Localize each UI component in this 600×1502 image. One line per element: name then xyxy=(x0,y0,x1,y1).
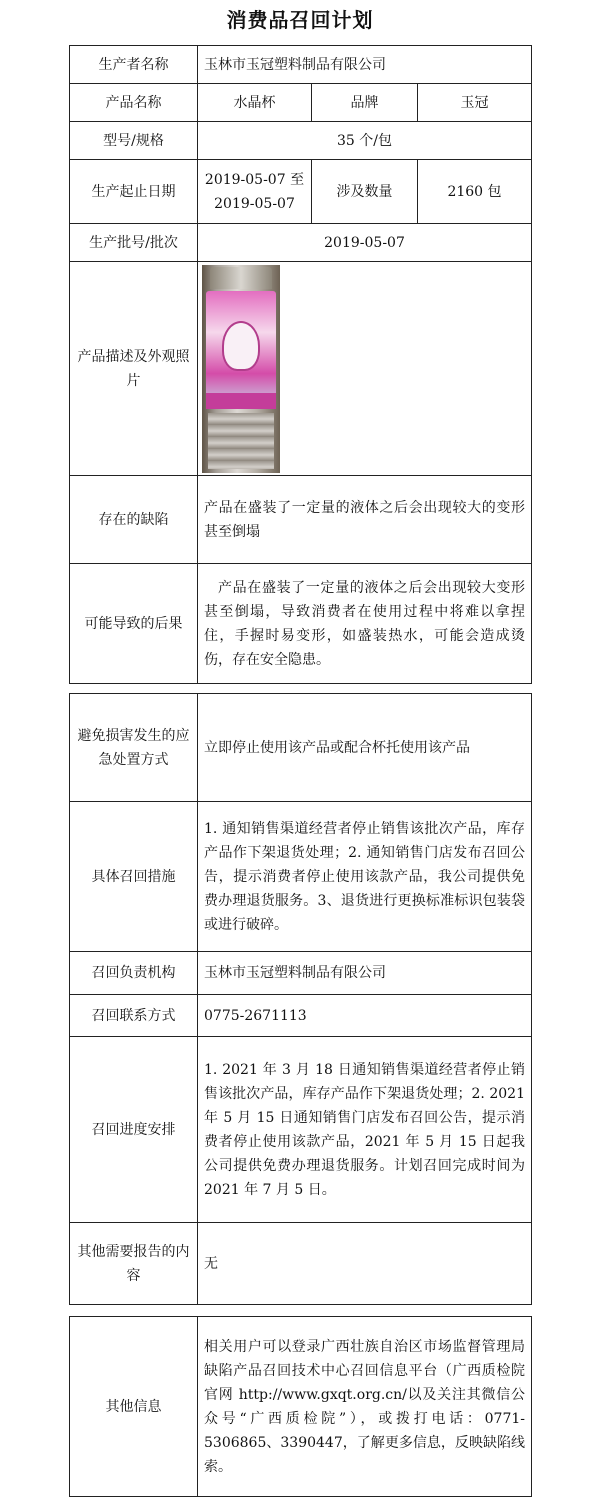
producer-label: 生产者名称 xyxy=(70,46,198,84)
schedule-label: 召回进度安排 xyxy=(70,1037,198,1223)
brand-label: 品牌 xyxy=(312,84,418,122)
schedule-value: 1. 2021 年 3 月 18 日通知销售渠道经营者停止销售该批次产品，库存产品作下架退货处理；2. 2021 年 5 月 15 日通知销售门店发布召回公告，提示消费者停止使用该款产品，2021 年 5 月 15 日起我公司提供免费办理退货服务。计划召回完成时间为 2021 年 7 月 5 日。 xyxy=(198,1037,532,1223)
producer-value: 玉林市玉冠塑料制品有限公司 xyxy=(198,46,532,84)
contact-label: 召回联系方式 xyxy=(70,995,198,1037)
measures-label: 具体召回措施 xyxy=(70,802,198,952)
org-value: 玉林市玉冠塑料制品有限公司 xyxy=(198,952,532,995)
batch-label: 生产批号/批次 xyxy=(70,224,198,262)
date-value: 2019-05-07 至 2019-05-07 xyxy=(198,160,312,224)
document-title: 消费品召回计划 xyxy=(226,8,374,32)
product-info-table xyxy=(69,45,532,684)
product-name-value: 水晶杯 xyxy=(198,84,312,122)
defect-label: 存在的缺陷 xyxy=(70,476,198,564)
emergency-value: 立即停止使用该产品或配合杯托使用该产品 xyxy=(198,694,532,802)
org-label: 召回负责机构 xyxy=(70,952,198,995)
quantity-value: 2160 包 xyxy=(418,160,532,224)
contact-value: 0775-2671113 xyxy=(198,995,532,1037)
other-report-value: 无 xyxy=(198,1223,532,1305)
mascot-graphic xyxy=(222,321,260,371)
consequence-label: 可能导致的后果 xyxy=(70,564,198,684)
product-name-label: 产品名称 xyxy=(70,84,198,122)
quantity-label: 涉及数量 xyxy=(312,160,418,224)
other-info-table xyxy=(69,1316,532,1497)
other-report-label: 其他需要报告的内容 xyxy=(70,1223,198,1305)
product-photo xyxy=(202,265,280,473)
consequence-value: 产品在盛装了一定量的液体之后会出现较大变形甚至倒塌，导致消费者在使用过程中将难以拿捏住，手握时易变形，如盛装热水，可能会造成烫伤，存在安全隐患。 xyxy=(198,564,532,684)
date-label: 生产起止日期 xyxy=(70,160,198,224)
model-label: 型号/规格 xyxy=(70,122,198,160)
emergency-label: 避免损害发生的应急处置方式 xyxy=(70,694,198,802)
recall-measures-table xyxy=(69,693,532,1305)
measures-value: 1. 通知销售渠道经营者停止销售该批次产品，库存产品作下架退货处理；2. 通知销售门店发布召回公告，提示消费者停止使用该款产品，我公司提供免费办理退货服务。3、退货进行更换标准标识包装袋或进行破碎。 xyxy=(198,802,532,952)
defect-value: 产品在盛装了一定量的液体之后会出现较大的变形甚至倒塌 xyxy=(198,476,532,564)
photo-label: 产品描述及外观照片 xyxy=(70,262,198,476)
model-value: 35 个/包 xyxy=(198,122,532,160)
other-info-value: 相关用户可以登录广西壮族自治区市场监督管理局缺陷产品召回技术中心召回信息平台（广西质检院官网 http://www.gxqt.org.cn/以及关注其微信公众号“广西质检院”），或拨打电话：0771-5306865、3390447，了解更多信息，反映缺陷线索。 xyxy=(198,1317,532,1497)
brand-value: 玉冠 xyxy=(418,84,532,122)
other-info-label: 其他信息 xyxy=(70,1317,198,1497)
batch-value: 2019-05-07 xyxy=(198,224,532,262)
